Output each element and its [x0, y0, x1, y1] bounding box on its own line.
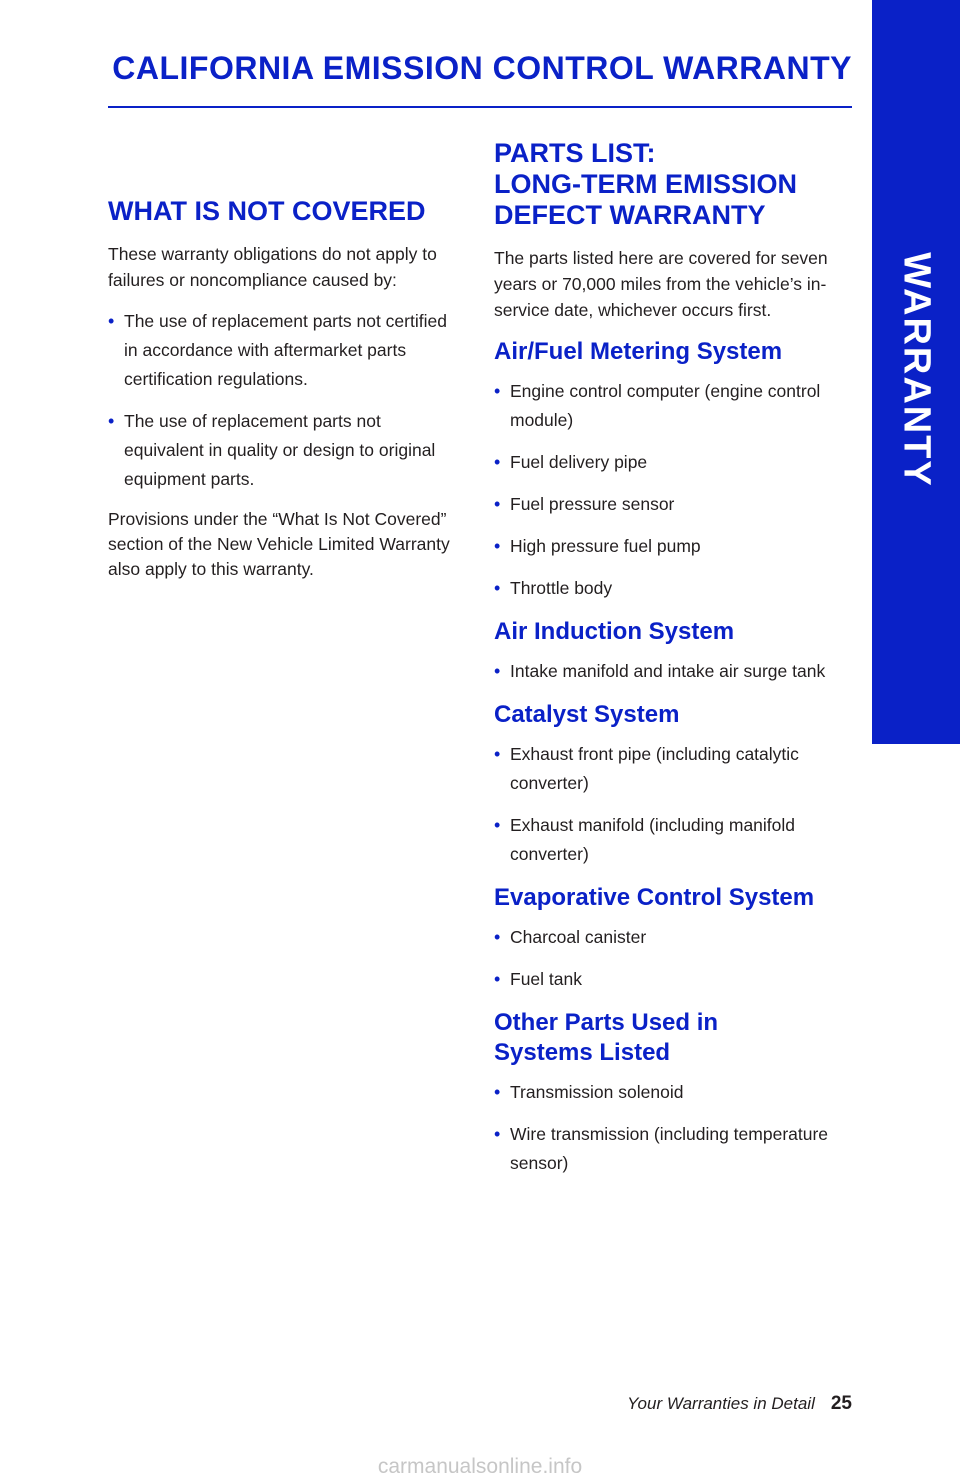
- list-item: [494, 740, 846, 798]
- parts-list-heading: [494, 138, 846, 231]
- list-item-text: Throttle body: [510, 578, 613, 598]
- list-item: [494, 657, 846, 686]
- not-covered-section: [108, 196, 458, 596]
- not-covered-list: [108, 307, 458, 494]
- bullet-icon: •: [494, 381, 501, 401]
- list-item: [494, 1078, 846, 1107]
- list-item: [108, 307, 458, 394]
- catalyst-list: [494, 740, 846, 869]
- list-item: [494, 448, 846, 477]
- parts-list-heading-line: DEFECT WARRANTY: [494, 200, 766, 230]
- list-item-text: Fuel tank: [510, 969, 582, 989]
- list-item-text: Fuel delivery pipe: [510, 452, 648, 472]
- parts-list-intro: The parts listed here are covered for seven years or 70,000 miles from the vehicle’s in-service date, whichever occurs first.: [494, 248, 828, 320]
- bullet-icon: •: [494, 927, 501, 947]
- section-title-catalyst: Catalyst System: [494, 701, 680, 728]
- bullet-icon: •: [494, 1124, 501, 1144]
- list-item-text: Transmission solenoid: [510, 1082, 684, 1102]
- list-item: [494, 532, 846, 561]
- list-item: [494, 1120, 846, 1178]
- list-item-text: Engine control computer (engine control module): [510, 381, 821, 430]
- list-item-text: The use of replacement parts not certified in accordance with aftermarket parts certification regulations.: [124, 311, 447, 389]
- header-rule: [108, 106, 852, 108]
- list-item: [494, 923, 846, 952]
- page-number: 25: [830, 1393, 852, 1414]
- bullet-icon: •: [494, 1082, 501, 1102]
- page-title: CALIFORNIA EMISSION CONTROL WARRANTY: [112, 50, 852, 86]
- bullet-icon: •: [494, 744, 501, 764]
- footer-section-title: Your Warranties in Detail: [627, 1394, 815, 1413]
- air-fuel-list: [494, 377, 846, 603]
- list-item-text: Charcoal canister: [510, 927, 647, 947]
- parts-list-heading-line: PARTS LIST:: [494, 138, 656, 168]
- bullet-icon: •: [494, 494, 501, 514]
- section-title-air-induction: Air Induction System: [494, 618, 735, 645]
- provisions-text: Provisions under the “What Is Not Covered” section of the New Vehicle Limited Warranty also apply to this warranty.: [108, 509, 450, 579]
- bullet-icon: •: [108, 311, 115, 331]
- parts-list-heading-line: LONG-TERM EMISSION: [494, 169, 797, 199]
- section-title-evaporative: Evaporative Control System: [494, 884, 815, 911]
- section-title-air-fuel: Air/Fuel Metering System: [494, 338, 783, 365]
- bullet-icon: •: [494, 578, 501, 598]
- bullet-icon: •: [494, 815, 501, 835]
- list-item-text: Fuel pressure sensor: [510, 494, 675, 514]
- bullet-icon: •: [494, 661, 501, 681]
- list-item: [494, 490, 846, 519]
- list-item: [494, 377, 846, 435]
- list-item: [494, 811, 846, 869]
- list-item-text: Intake manifold and intake air surge tank: [510, 661, 826, 681]
- list-item: [494, 574, 846, 603]
- bullet-icon: •: [108, 411, 115, 431]
- page-footer: [560, 1393, 852, 1415]
- list-item-text: High pressure fuel pump: [510, 536, 701, 556]
- bullet-icon: •: [494, 536, 501, 556]
- list-item-text: The use of replacement parts not equivalent in quality or design to original equipment parts.: [124, 411, 436, 489]
- parts-list-section: [494, 138, 846, 1191]
- evaporative-list: [494, 923, 846, 994]
- list-item: [108, 407, 458, 494]
- section-side-tab: [872, 0, 960, 744]
- section-title-other-parts: Other Parts Used in Systems Listed: [494, 1009, 719, 1066]
- list-item-text: Exhaust front pipe (including catalytic converter): [510, 744, 799, 793]
- air-induction-list: [494, 657, 846, 686]
- not-covered-intro: These warranty obligations do not apply to failures or noncompliance caused by:: [108, 244, 437, 290]
- list-item: [494, 965, 846, 994]
- list-item-text: Exhaust manifold (including manifold converter): [510, 815, 796, 864]
- bullet-icon: •: [494, 452, 501, 472]
- list-item-text: Wire transmission (including temperature sensor): [510, 1124, 829, 1173]
- other-parts-list: [494, 1078, 846, 1178]
- bullet-icon: •: [494, 969, 501, 989]
- side-tab-label: WARRANTY: [895, 252, 938, 488]
- not-covered-heading: WHAT IS NOT COVERED: [108, 196, 426, 226]
- watermark: carmanualsonline.info: [377, 1455, 583, 1478]
